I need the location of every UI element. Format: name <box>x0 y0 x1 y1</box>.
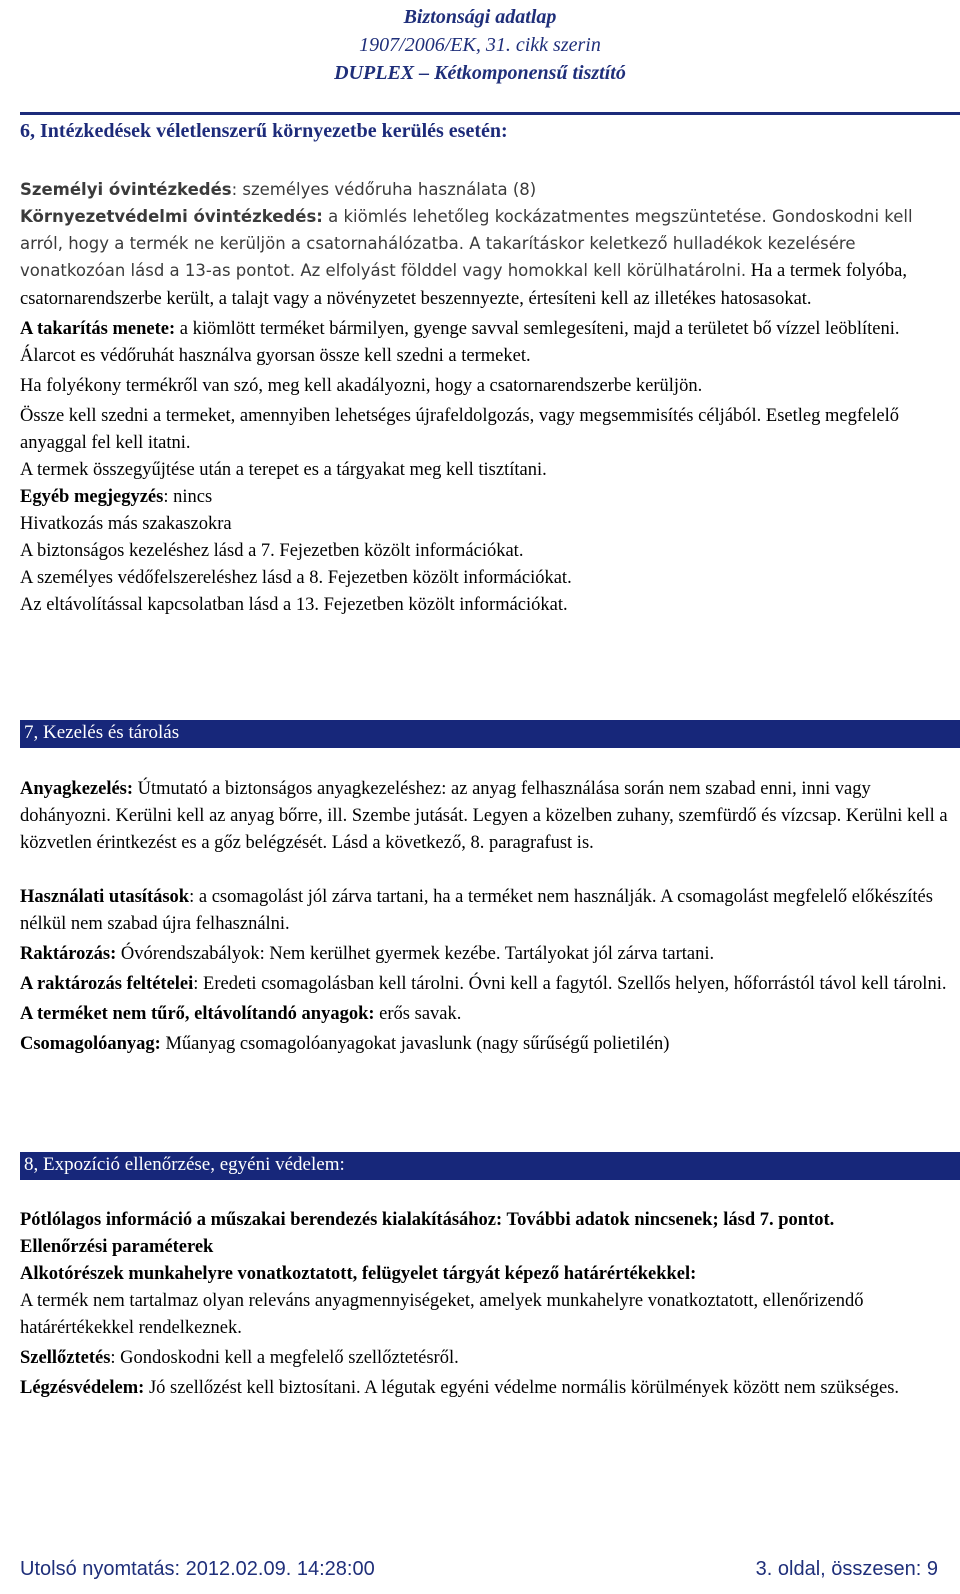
section7-body <box>20 776 948 1058</box>
incompatible-materials: A terméket nem tűrő, eltávolítandó anyagok: erős savak. <box>20 1004 462 1024</box>
handling: Anyagkezelés: Útmutató a biztonságos anyagkezeléshez: az anyag felhasználása során nem szabad enni, inni vagy dohányozni. Kerülni kell az anyag bőrre, ill. Szembe jutását. Legyen a közelben zuhany, szemfürdő és vízcsap. Kerülni kell a közvetlen érintkezést es a gőz belégzését. Lásd a következő, 8. paragrafust is. <box>20 779 948 853</box>
engineering-info: Pótlólagos információ a műszakai berendezés kialakításához: További adatok nincsenek; lásd 7. pontot. <box>20 1210 835 1230</box>
packaging: Csomagolóanyag: Műanyag csomagolóanyagokat javaslunk (nagy sűrűségű polietilén) <box>20 1034 670 1054</box>
ventilation: Szellőztetés: Gondoskodni kell a megfelelő szellőztetésről. <box>20 1348 459 1368</box>
storage: Raktározás: Óvórendszabályok: Nem kerülhet gyermek kezébe. Tartályokat jól zárva tartani. <box>20 944 715 964</box>
after-note: A termek összegyűjtése után a terepet es a tárgyakat meg kell tisztítani. <box>20 460 547 480</box>
reference-item: Az eltávolítással kapcsolatban lásd a 13. Fejezetben közölt információkat. <box>20 595 568 615</box>
section8-body <box>20 1207 948 1402</box>
collect-note: Össze kell szedni a termeket, amennyiben lehetséges újrafeldolgozás, vagy megsemmisítés céljából. Esetleg megfelelő anyaggal fel kell itatni. <box>20 406 899 453</box>
environmental-precautions: Környezetvédelmi óvintézkedés: a kiömlés lehetőleg kockázatmentes megszüntetése. Gondoskodni kell arról, hogy a termék ne kerüljön a csatornahálózatba. A takarításkor keletkező hulladékok kezelésére vonatkozóan lásd a 13-as pontot. Az elfolyást földdel vagy homokkal kell körülhatárolni. Ha a termek folyóba, csatornarendszerbe került, a talajt vagy a növényzetet beszennyezte, értesíteni kell az illetékes hatosasokat. <box>20 207 913 309</box>
respiratory-protection: Légzésvédelem: Jó szellőzést kell biztosítani. A légutak egyéni védelme normális körülmények között nem szükséges. <box>20 1378 900 1398</box>
header-regulation: 1907/2006/EK, 31. cikk szerin <box>359 34 601 56</box>
reference-item: A személyes védőfelszereléshez lásd a 8. Fejezetben közölt információkat. <box>20 568 572 588</box>
header-title: Biztonsági adatlap <box>403 6 557 28</box>
cleanup-method: A takarítás menete: a kiömlött terméket bármilyen, gyenge savval semlegesíteni, majd a területet bő vízzel leöblíteni. Álarcot es védőruhát használva gyorsan össze kell szedni a termeket. <box>20 319 900 366</box>
other-remark: Egyéb megjegyzés: nincs <box>20 487 213 507</box>
section6-title: 6, Intézkedések véletlenszerű környezetbe kerülés esetén: <box>20 120 508 142</box>
limit-values-title: Alkotórészek munkahelyre vonatkoztatott, felügyelet tárgyát képező határértékekkel: <box>20 1264 697 1284</box>
personal-precautions: Személyi óvintézkedés: személyes védőruha használata (8) <box>20 180 537 199</box>
liquid-note: Ha folyékony termékről van szó, meg kell akadályozni, hogy a csatornarendszerbe kerüljön. <box>20 376 703 396</box>
footer-page-number: 3. oldal, összesen: 9 <box>755 1558 938 1580</box>
reference-item: A biztonságos kezeléshez lásd a 7. Fejezetben közölt információkat. <box>20 541 524 561</box>
limit-values-text: A termék nem tartalmaz olyan releváns anyagmennyiségeket, amelyek munkahelyre vonatkoztatott, ellenőrizendő határértékekkel rendelkeznek. <box>20 1291 864 1338</box>
references-title: Hivatkozás más szakaszokra <box>20 514 232 534</box>
section7-heading-bar <box>20 720 960 748</box>
section6-body <box>20 176 948 619</box>
section8-heading-bar <box>20 1152 960 1180</box>
section7-title: 7, Kezelés és tárolás <box>24 722 180 743</box>
control-parameters: Ellenőrzési paraméterek <box>20 1237 214 1257</box>
footer-print-date: Utolsó nyomtatás: 2012.02.09. 14:28:00 <box>20 1558 375 1580</box>
usage-instructions: Használati utasítások: a csomagolást jól zárva tartani, ha a terméket nem használják. A csomagolást megfelelő előkészítés nélkül nem szabad újra felhasználni. <box>20 887 933 934</box>
storage-conditions: A raktározás feltételei: Eredeti csomagolásban kell tárolni. Óvni kell a fagytól. Szellős helyen, hőforrástól távol kell tárolni. <box>20 974 947 994</box>
header-product: DUPLEX – Kétkomponensű tisztító <box>334 62 626 84</box>
section8-title: 8, Expozíció ellenőrzése, egyéni védelem: <box>24 1154 345 1175</box>
section6-heading-bar <box>20 112 960 149</box>
